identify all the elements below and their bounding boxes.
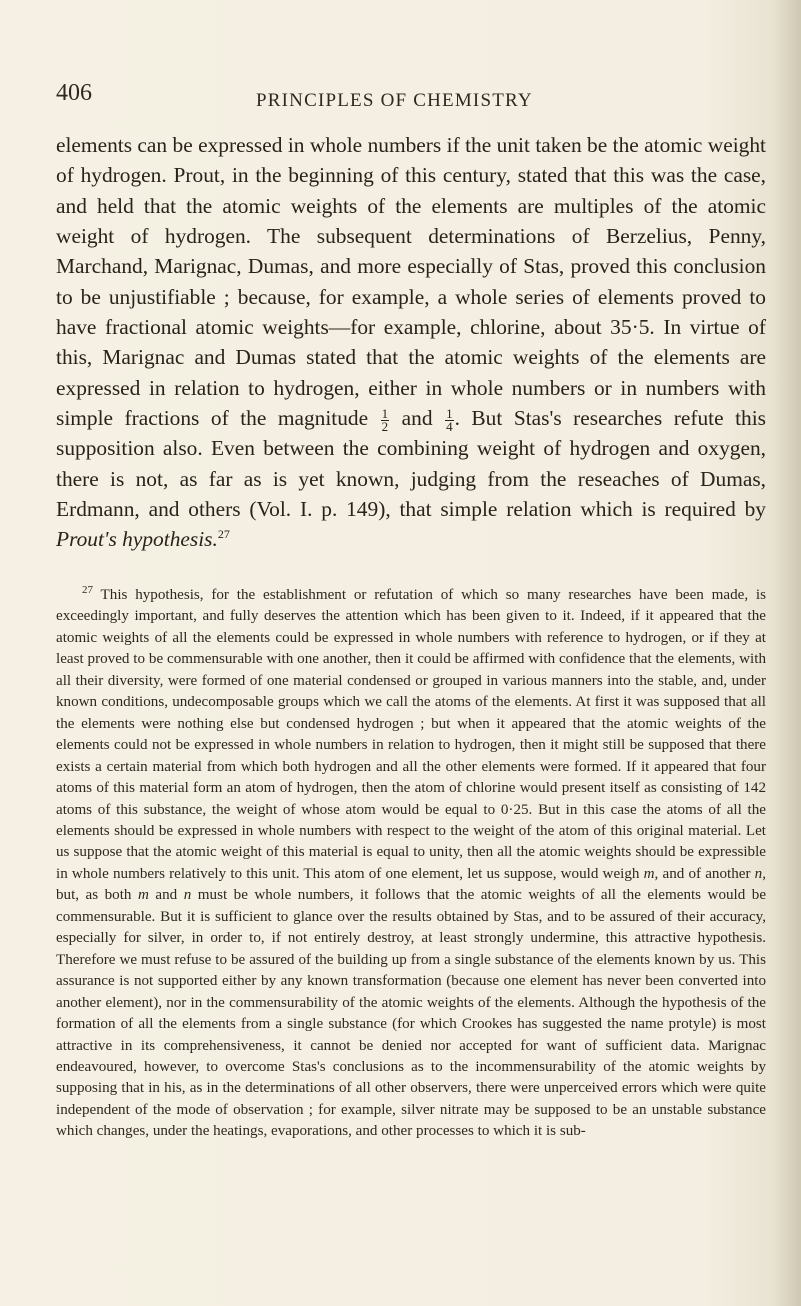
page-header: [56, 80, 756, 114]
footnote-text-2: , and of another: [654, 865, 751, 882]
variable-n: n: [754, 865, 763, 882]
fraction-one-quarter: [445, 405, 454, 434]
main-paragraph: [56, 130, 766, 555]
variable-m: m: [138, 887, 149, 904]
paragraph-text-2: . But Stas's researches refute this supposition also. Even between the combining weight of hydrogen and oxygen, there is not, as far as is yet known, judging from the reseaches of Dumas, Erdmann, and others (Vol. I. p. 149), that simple relation which is required by: [56, 406, 766, 522]
footnote-27: [56, 585, 766, 1143]
footnote-text-4: and: [155, 887, 178, 904]
variable-m: m: [643, 865, 655, 882]
footnote-text-5: must be whole numbers, it follows that the atomic weights of all the elements would be commensurable. But it is sufficient to glance over the results obtained by Stas, and to be assured of their accuracy, especially for silver, in order to, if not entirely destroy, at least strongly undermine, this attractive hypothesis. Therefore we must refuse to be assured of the building up from a single substance of the elements known by us. This assurance is not supported either by any known transformation (because one element has never been converted into another element), nor in the commensurability of the atomic weights of the elements. Although the hypothesis of the formation of all the elements from a single substance (for which Crookes has suggested the name protyle) is most attractive in its comprehensiveness, it cannot be denied nor accepted for want of sufficient data. Marignac endeavoured, however, to overcome Stas's conclusions as to the incommensurability of the atomic weights by supposing that in his, as in the determinations of all other observers, there were unperceived errors which were quite independent of the mode of observation ; for example, silver nitrate may be supposed to be an unstable substance which changes, under the heatings, evaporations, and other processes to which it is sub-: [56, 887, 767, 1140]
fraction-numerator: 1: [446, 405, 453, 421]
paragraph-text-1: elements can be expressed in whole numbers if the unit taken be the atomic weight of hydrogen. Prout, in the beginning of this century, stated that this was the case, and held that the atomic weights of the elements are multiples of the atomic weight of hydrogen. The subsequent determinations of Berzelius, Penny, Marchand, Marignac, Dumas, and more especially of Stas, proved this conclusion to be unjustifiable ; because, for example, a whole series of elements proved to have fractional atomic weights—for example, chlorine, about 35·5. In virtue of this, Marignac and Dumas stated that the atomic weights of the elements are expressed in relation to hydrogen, either in whole numbers or in numbers with simple fractions of the magnitude: [56, 133, 766, 431]
running-head: PRINCIPLES OF CHEMISTRY: [256, 90, 533, 111]
fraction-one-half: [381, 405, 390, 434]
fraction-numerator: 1: [381, 405, 389, 421]
conjunction-and: and: [401, 406, 433, 431]
footnote-text-1: This hypothesis, for the establishment or refutation of which so many researches have been made, is exceedingly important, and fully deserves the attention which has been given to it. Indeed, if it appeared that the atomic weights of all the elements could be expressed in whole numbers with reference to hydrogen, or if they at least proved to be commensurable with one another, then it could be affirmed with confidence that the elements, with all their diversity, were formed of one material condensed or grouped in various manners into the stable, and, under known conditions, undecomposable groups which we call the atoms of the elements. At first it was supposed that all the elements were nothing else but condensed hydrogen ; but when it appeared that the atomic weights of the elements could not be expressed in whole numbers in relation to hydrogen, then it might still be supposed that there exists a certain material from which both hydrogen and all the other elements were formed. If it appeared that four atoms of this material form an atom of hydrogen, then the atom of chlorine would present itself as consisting of 142 atoms of this substance, the weight of whose atom would be equal to 0·25. But in this case the atoms of all the elements should be expressed in whole numbers with respect to the weight of the atom of this original material. Let us suppose that the atomic weight of this material is equal to unity, then all the atomic weights should be expressible in whole numbers relatively to this unit. This atom of one element, let us suppose, would weigh: [56, 587, 766, 882]
variable-n: n: [183, 887, 192, 904]
prouts-hypothesis-italic: Prout's hypothesis.: [56, 527, 218, 552]
page-number: 406: [56, 80, 92, 106]
fraction-denominator: 2: [381, 418, 389, 434]
fraction-denominator: 4: [446, 418, 453, 434]
footnote-marker: 27: [82, 583, 93, 596]
footnote-text-3: , but, as both: [56, 865, 766, 904]
page-edge-shadow: [771, 0, 801, 1306]
footnote-reference: 27: [217, 527, 230, 542]
